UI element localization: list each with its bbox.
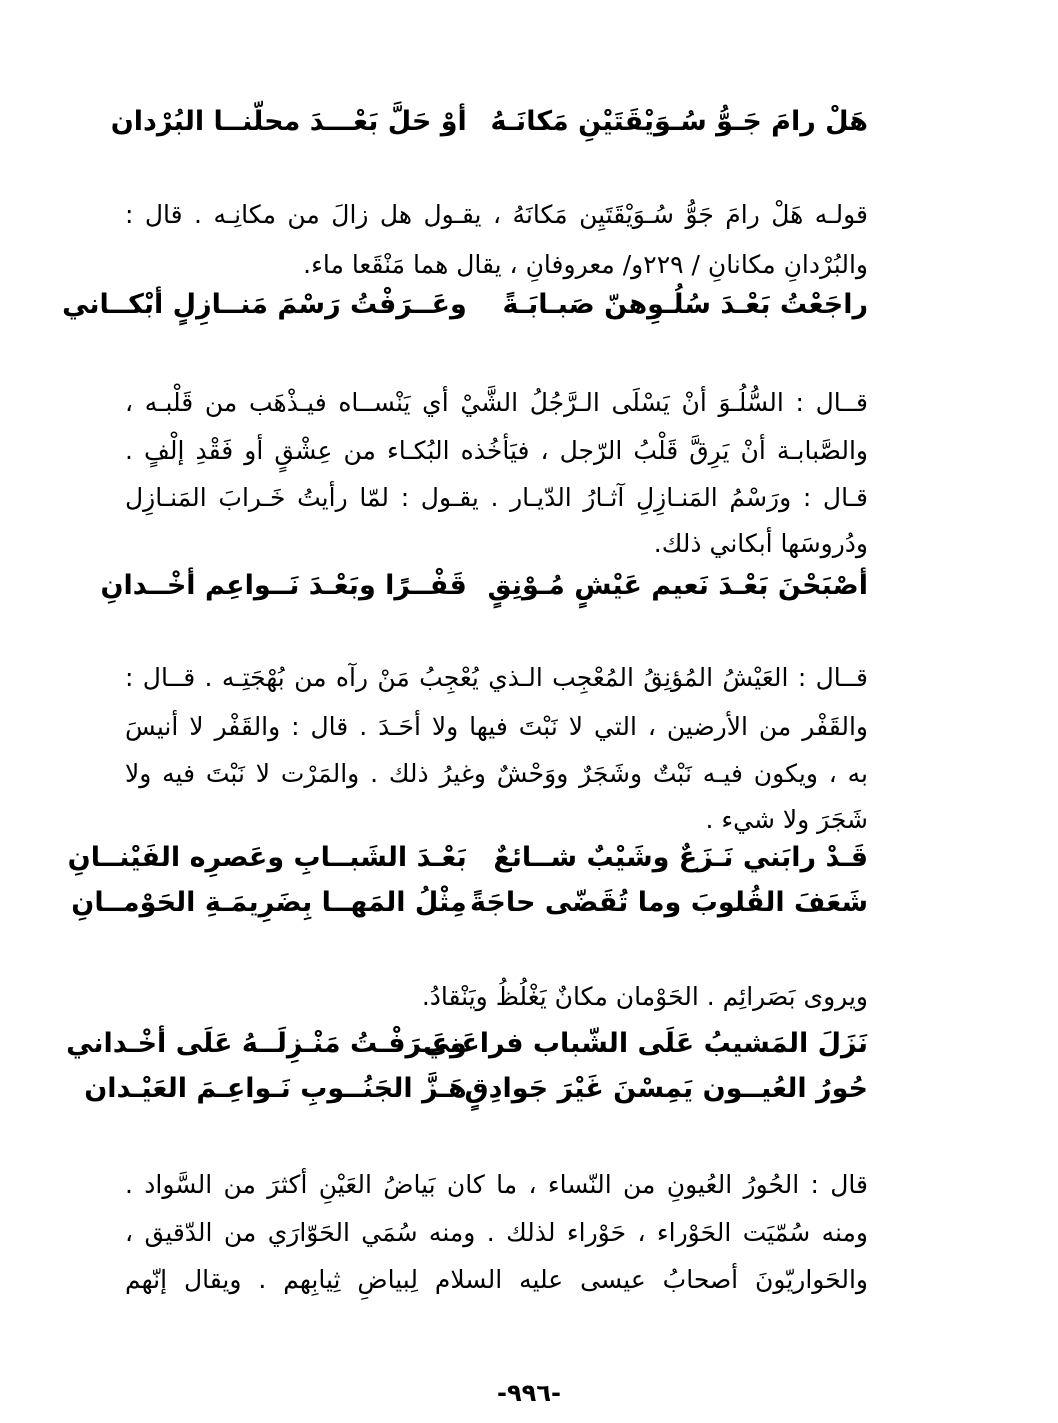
prose-line: شَجَرَ ولا شيء . (705, 805, 868, 834)
verse-line (84, 1069, 868, 1111)
verse-first-hemistich: هَلْ رامَ جَـوُّ سُـوَيْقَتَيْنِ مَكانَـهُ (490, 106, 868, 137)
verse-line (100, 566, 868, 608)
prose-line: قــال : العَيْشُ المُؤنِقُ المُعْجِب الـذي يُعْجِبُ مَنْ رآه من بُهْجَتِـه . قــال : (125, 663, 868, 692)
verse-second-hemistich: وعَــرَفْتُ رَسْمَ مَنــازِلٍ أبْكــاني (62, 289, 467, 320)
prose-line: والبُرْدانِ مكانانِ / ٢٢٩و/ معروفانِ ، يقال هما مَنْقَعا ماء. (303, 250, 868, 279)
verse-first-hemistich: نَزَلَ المَشيبُ عَلَى الشّباب فراعَني (423, 1028, 868, 1059)
prose-line: قــال : السُّلُـوَ أنْ يَسْلَى الـرَّجُلُ الشَّيْ أي يَنْســاه فيـذْهَب من قَلْبـه ، (125, 388, 868, 417)
verse-first-hemistich: راجَعْتُ بَعْـدَ سُلُـوِهنّ صَبـابَـةً (502, 289, 868, 320)
prose-line: والقَفْر من الأرضين ، التي لا نَبْتَ فيها ولا أحَـدَ . قال : والقَفْر لا أنيسَ (125, 712, 868, 741)
verse-second-hemistich: مِثْلُ المَهــا بِضَرِيمَـةِ الحَوْمــانِ (71, 887, 467, 918)
prose-line: والصَّبابـة أنْ يَرِقَّ قَلْبُ الرّجل ، فيَأخُذه البُكـاء من عِشْقٍ أو فَقْدِ إلْفٍ . (125, 436, 868, 465)
verse-first-hemistich: أصْبَحْنَ بَعْـدَ نَعيم عَيْشٍ مُـوْنِقٍ (487, 570, 868, 601)
verse-first-hemistich: قَـدْ رابَني نَـزَعٌ وشَيْبٌ شــائعٌ (493, 842, 868, 873)
prose-line: به ، ويكون فيـه نَبْتٌ وشَجَرٌ ووَحْشٌ وغيرُ ذلك . والمَرْت لا نَبْتَ فيه ولا (125, 759, 868, 788)
verse-first-hemistich: حُورُ العُيــون يَمِسْنَ غَيْرَ جَوادِقٍ (464, 1073, 868, 1104)
verse-line (71, 883, 868, 925)
verse-line (66, 1024, 868, 1066)
verse-second-hemistich: بَعْـدَ الشَبــابِ وعَصرِه الفَيْنــانِ (67, 842, 467, 873)
prose-line: ومنه سُمّيَت الحَوْراء ، حَوْراء لذلك . ومنه سُمَي الحَوّارَي من الدّقيق ، (125, 1218, 868, 1247)
prose-line: ودُروسَها أبكاني ذلك. (653, 529, 868, 558)
verse-line (110, 102, 868, 144)
prose-line: قولـه هَلْ رامَ جَوُّ سُـوَيْقَتَيِن مَكانَهُ ، يقـول هل زالَ من مكانِـه . قال : (125, 200, 868, 229)
prose-line: قـال : ورَسْمُ المَنـازِلِ آثـارُ الدّيـار . يقـول : لمّا رأيتُ خَـرابَ المَنـازِل (125, 483, 868, 512)
prose-line: ويروى بَصَرائِم . الحَوْمان مكانٌ يَغْلُظُ ويَنْقادُ. (421, 982, 868, 1011)
verse-line (67, 838, 868, 880)
verse-second-hemistich: وعَـرَفْـتُ مَنْـزِلَــهُ عَلَى أخْـداني (66, 1028, 467, 1059)
verse-second-hemistich: هَـزَّ الجَنُــوبِ نَـواعِـمَ العَيْـدان (84, 1073, 467, 1104)
verse-first-hemistich: شَعَفَ القُلوبَ وما تُقَضّى حاجَةً (469, 887, 868, 918)
prose-line: قال : الحُورُ العُيونِ من النّساء ، ما كان بَياضُ العَيْنِ أكثرَ من السَّواد . (125, 1170, 868, 1199)
verse-line (62, 285, 868, 327)
prose-line: والحَواريّونَ أصحابُ عيسى عليه السلام لِبياضِ ثِيابِهم . ويقال إنّهم (125, 1265, 868, 1294)
verse-second-hemistich: أوْ حَلَّ بَعْـــدَ محلّنــا البُرْدان (110, 106, 467, 137)
verse-second-hemistich: قَفْــرًا وبَعْـدَ نَــواعِم أخْــدانِ (100, 570, 467, 601)
page-number: -٩٩٦- (497, 1379, 561, 1407)
